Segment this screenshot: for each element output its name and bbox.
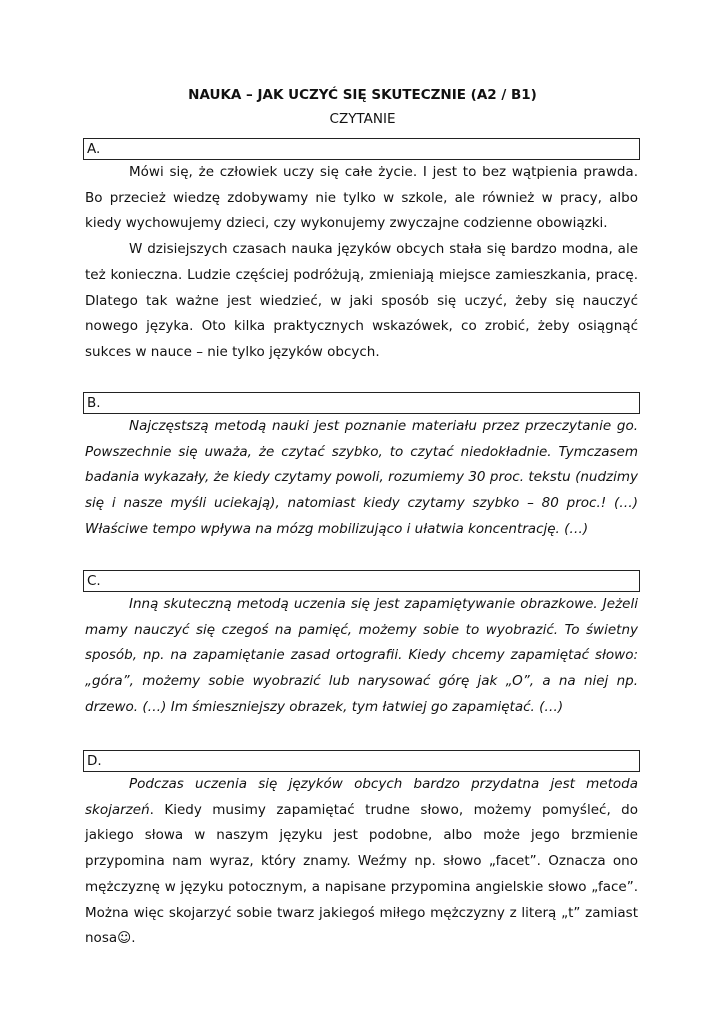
section-a-paragraph-2: W dzisiejszych czasach nauka języków obcych stała się bardzo modna, ale też konieczna. Ludzie częściej podróżują, zmieniają miejsce zamieszkania, pracę. Dlatego tak ważne jest wiedzieć, w jaki sposób się uczyć, żeby się nauczyć nowego języka. Oto kilka praktycznych wskazówek, co zrobić, żeby osiągnąć sukces w nauce – nie tylko języków obcych. bbox=[85, 241, 638, 360]
section-b-text bbox=[85, 414, 638, 543]
section-c-text bbox=[85, 592, 638, 721]
section-c-paragraph-1: Inną skuteczną metodą uczenia się jest zapamiętywanie obrazkowe. Jeżeli mamy nauczyć się czegoś na pamięć, możemy sobie to wyobrazić. To świetny sposób, np. na zapamiętanie zasad ortografii. Kiedy chcemy zapamiętać słowo: „góra”, możemy sobie wyobrazić lub narysować górę jak „O”, a na niej np. drzewo. (…) Im śmieszniejszy obrazek, tym łatwiej go zapamiętać. (…) bbox=[85, 596, 638, 715]
section-a-paragraph-1: Mówi się, że człowiek uczy się całe życie. I jest to bez wątpienia prawda. Bo przecież wiedzę zdobywamy nie tylko w szkole, ale również w pracy, albo kiedy wychowujemy dzieci, czy wykonujemy zwyczajne codzienne obowiązki. bbox=[85, 164, 638, 232]
page-title: NAUKA – JAK UCZYĆ SIĘ SKUTECZNIE (A2 / B1) bbox=[188, 87, 537, 103]
section-a-text bbox=[85, 160, 638, 366]
page-subtitle: CZYTANIE bbox=[329, 111, 396, 127]
section-c-label-box: C. bbox=[83, 570, 640, 592]
section-b-label-box: B. bbox=[83, 392, 640, 414]
section-d-rest: . Kiedy musimy zapamiętać trudne słowo, możemy pomyśleć, do jakiego słowa w naszym języku jest podobne, albo może jego brzmienie przypomina nam wyraz, który znamy. Weźmy np. słowo „facet”. Oznacza ono mężczyznę w języku potocznym, a napisane przypomina angielskie słowo „face”. Można więc skojarzyć sobie twarz jakiegoś miłego mężczyzny z literą „t” zamiast nosa☺. bbox=[85, 801, 638, 947]
section-a-label-box: A. bbox=[83, 138, 640, 160]
section-b-paragraph-1: Najczęstszą metodą nauki jest poznanie materiału przez przeczytanie go. Powszechnie się uważa, że czytać szybko, to czytać niedokładnie. Tymczasem badania wykazały, że kiedy czytamy powoli, rozumiemy 30 proc. tekstu (nudzimy się i nasze myśli uciekają), natomiast kiedy czytamy szybko – 80 proc.! (…) Właściwe tempo wpływa na mózg mobilizująco i ułatwia koncentrację. (…) bbox=[85, 418, 638, 537]
section-d-paragraph-1 bbox=[85, 772, 638, 952]
section-d-label-box: D. bbox=[83, 750, 640, 772]
section-d-text bbox=[85, 772, 638, 952]
section-d-italic-phrase: Podczas uczenia się języków obcych bardzo przydatna jest metoda skojarzeń bbox=[85, 776, 638, 818]
